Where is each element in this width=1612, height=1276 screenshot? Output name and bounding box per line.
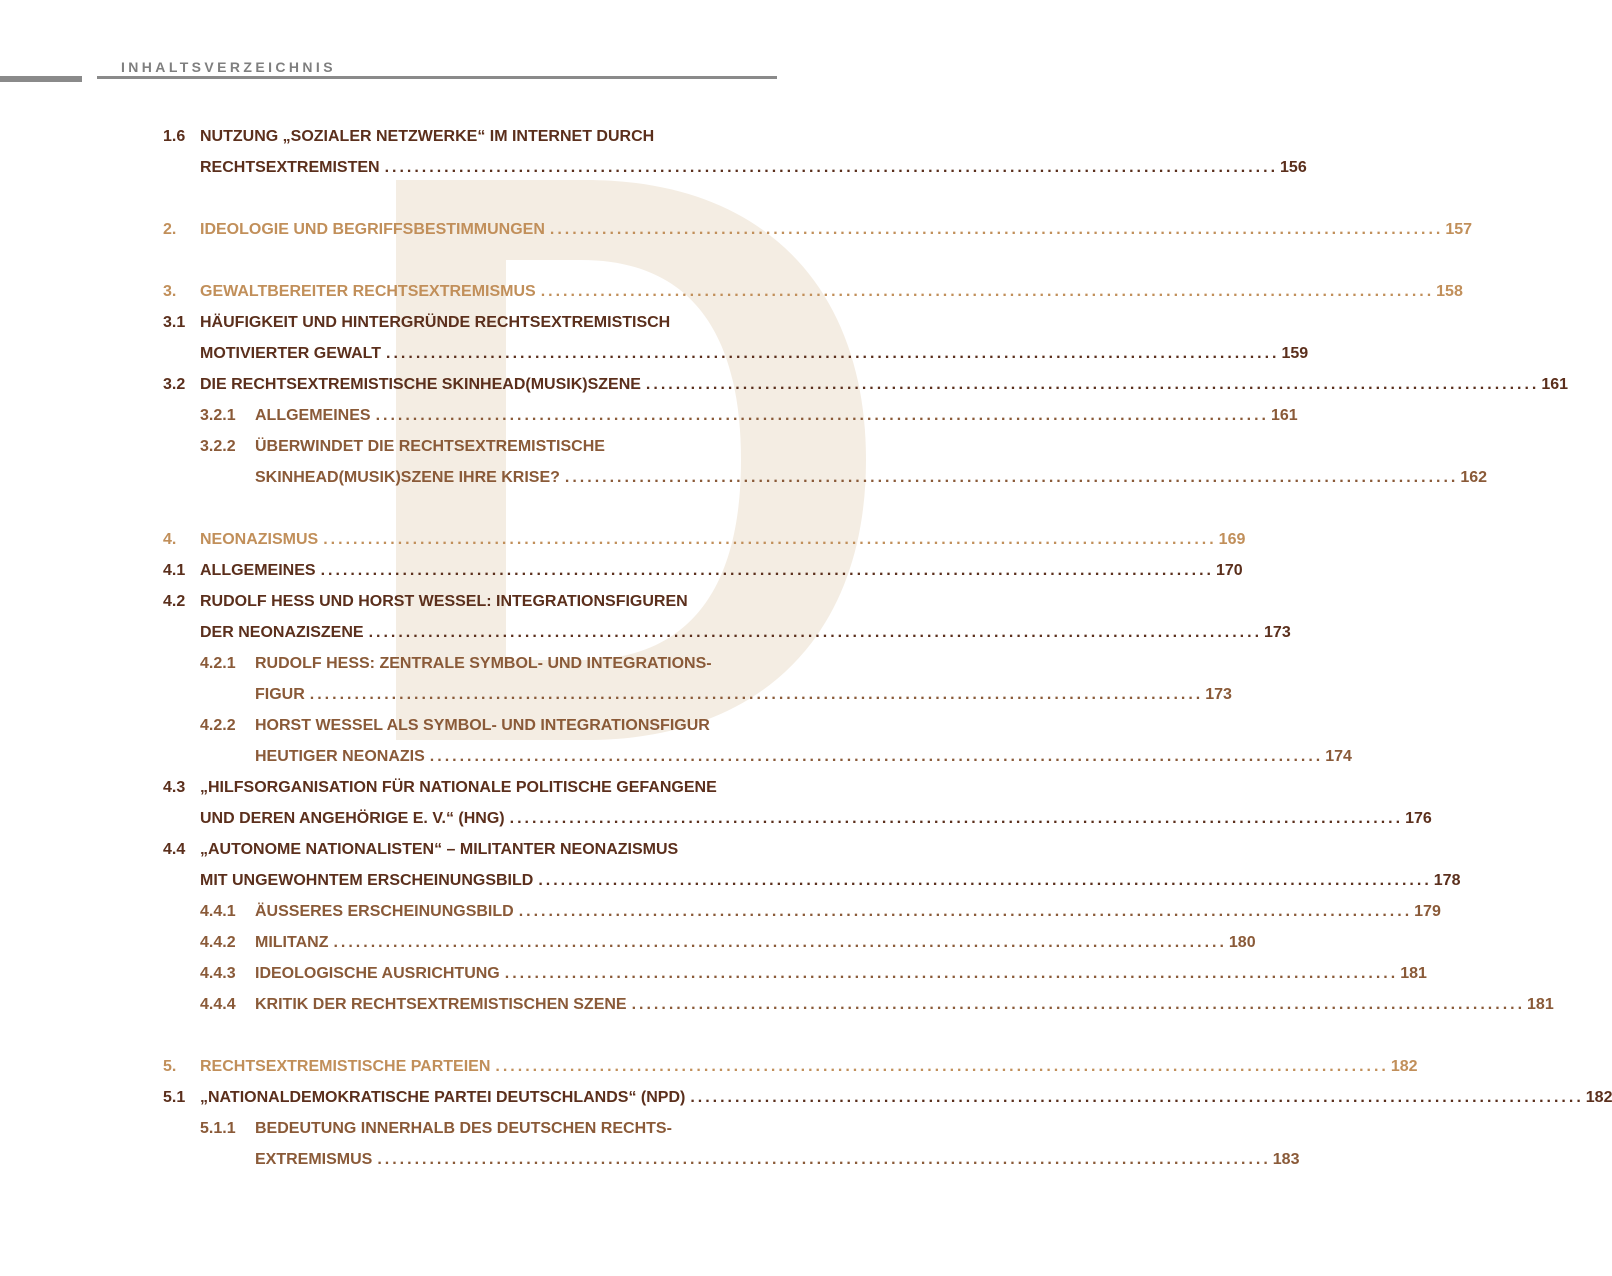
toc-entry-page: 162 — [1460, 469, 1488, 486]
toc-entry-number: 4.4 — [163, 841, 186, 858]
toc-entry-line[interactable] — [163, 125, 770, 149]
toc-entry-page: 176 — [1405, 810, 1432, 827]
toc-entry-number: 3. — [163, 283, 177, 300]
toc-entry-title: „NATIONALDEMOKRATISCHE PARTEI DEUTSCHLANDS“ (NPD) — [200, 1089, 686, 1106]
toc-dot-leader: ........................................................................................................................ — [429, 748, 1324, 765]
toc-entry-page: 159 — [1281, 345, 1309, 362]
toc-entry-page: 169 — [1218, 531, 1246, 548]
toc-entry-line[interactable] — [163, 962, 1427, 986]
toc-entry-number: 4.2.1 — [200, 655, 236, 672]
toc-entry-title: MIT UNGEWOHNTEM ERSCHEINUNGSBILD — [200, 872, 534, 889]
toc-dot-leader: ........................................................................................................................ — [540, 283, 1435, 300]
toc-entry-number: 3.2.1 — [200, 407, 236, 424]
toc-entry-page: 179 — [1414, 903, 1441, 920]
toc-dot-leader: ........................................................................................................................ — [690, 1089, 1584, 1106]
toc-entry-number: 3.2 — [163, 376, 186, 393]
toc-dot-leader: ........................................................................................................................ — [645, 376, 1540, 393]
toc-entry-page: 170 — [1216, 562, 1243, 579]
toc-dot-leader: ........................................................................................................................ — [564, 469, 1459, 486]
toc-dot-leader: ........................................................................................................................ — [309, 686, 1204, 703]
toc-entry-line[interactable] — [163, 807, 1432, 831]
toc-entry-number: 5.1 — [163, 1089, 186, 1106]
toc-entry-line[interactable] — [163, 869, 1461, 893]
toc-entry-title: ALLGEMEINES — [200, 562, 316, 579]
toc-entry-title: MILITANZ — [255, 934, 329, 951]
toc-entry-line[interactable] — [163, 280, 1463, 304]
toc-entry-page: 180 — [1228, 934, 1256, 951]
toc-entry-number: 3.1 — [163, 314, 186, 331]
toc-dot-leader: ........................................................................................................................ — [538, 872, 1432, 889]
toc-dot-leader: ........................................................................................................................ — [509, 810, 1404, 827]
toc-entry-page: 174 — [1325, 748, 1352, 765]
toc-entry-line[interactable] — [163, 466, 1488, 490]
toc-entry-title: UND DEREN ANGEHÖRIGE E. V.“ (HNG) — [200, 810, 505, 827]
toc-entry-title: HÄUFIGKEIT UND HINTERGRÜNDE RECHTSEXTREMISTISCH — [200, 314, 671, 331]
toc-entry-line[interactable] — [163, 931, 1256, 955]
toc-entry-line[interactable] — [163, 373, 1569, 397]
toc-entry-page: 181 — [1527, 996, 1554, 1013]
toc-dot-leader: ........................................................................................................................ — [375, 407, 1269, 424]
toc-entry-title: GEWALTBEREITER RECHTSEXTREMISMUS — [200, 283, 536, 300]
toc-entry-line[interactable] — [163, 745, 1352, 769]
toc-entry-title: RECHTSEXTREMISTEN — [200, 159, 380, 176]
toc-entry-title: IDEOLOGIE UND BEGRIFFSBESTIMMUNGEN — [200, 221, 545, 238]
toc-entry-title: NUTZUNG „SOZIALER NETZWERKE“ IM INTERNET DURCH — [200, 128, 655, 145]
toc-entry-page: 178 — [1433, 872, 1461, 889]
toc-entry-line[interactable] — [163, 559, 1243, 583]
toc-entry-number: 4.2 — [163, 593, 186, 610]
toc-entry-line[interactable] — [163, 993, 1554, 1017]
toc-entry-title: ALLGEMEINES — [255, 407, 371, 424]
toc-entry-line[interactable] — [163, 404, 1298, 428]
toc-entry-page: 161 — [1271, 407, 1298, 424]
toc-dot-leader: ........................................................................................................................ — [377, 1151, 1271, 1168]
toc-entry-page: 157 — [1445, 221, 1473, 238]
toc-entry-title: FIGUR — [255, 686, 305, 703]
toc-dot-leader: ........................................................................................................................ — [384, 159, 1279, 176]
toc-entry-line[interactable] — [163, 218, 1473, 242]
toc-entry-title: IDEOLOGISCHE AUSRICHTUNG — [255, 965, 500, 982]
toc-entry-number: 2. — [163, 221, 177, 238]
toc-entry-page: 173 — [1264, 624, 1291, 641]
toc-entry-line[interactable] — [163, 590, 770, 614]
toc-entry-title: SKINHEAD(MUSIK)SZENE IHRE KRISE? — [255, 469, 560, 486]
toc-entry-title: MOTIVIERTER GEWALT — [200, 345, 382, 362]
toc-entry-line[interactable] — [163, 435, 770, 459]
toc-entry-line[interactable] — [163, 1117, 770, 1141]
toc-entry-page: 183 — [1272, 1151, 1300, 1168]
toc-entry-number: 4.1 — [163, 562, 186, 579]
toc-dot-leader: ........................................................................................................................ — [368, 624, 1263, 641]
toc-dot-leader: ........................................................................................................................ — [323, 531, 1217, 548]
toc-entry-number: 4.4.4 — [200, 996, 236, 1013]
toc-entry-line[interactable] — [163, 683, 1232, 707]
toc-entry-line[interactable] — [163, 621, 1291, 645]
toc-entry-line[interactable] — [163, 1086, 1612, 1110]
toc-entry-page: 161 — [1541, 376, 1569, 393]
toc-entry-title: BEDEUTUNG INNERHALB DES DEUTSCHEN RECHTS- — [255, 1120, 672, 1137]
header-title: INHALTSVERZEICHNIS — [121, 59, 336, 75]
toc-entry-page: 182 — [1390, 1058, 1418, 1075]
toc-entry-number: 4.4.1 — [200, 903, 236, 920]
toc-entry-number: 4.3 — [163, 779, 186, 796]
toc-entry-line[interactable] — [163, 311, 770, 335]
toc-dot-leader: ........................................................................................................................ — [386, 345, 1280, 362]
toc-dot-leader: ........................................................................................................................ — [495, 1058, 1389, 1075]
toc-entry-title: RUDOLF HESS UND HORST WESSEL: INTEGRATIONSFIGUREN — [200, 593, 688, 610]
toc-entry-title: EXTREMISMUS — [255, 1151, 373, 1168]
toc-entry-title: HEUTIGER NEONAZIS — [255, 748, 425, 765]
toc-entry-number: 4.4.2 — [200, 934, 236, 951]
toc-dot-leader: ........................................................................................................................ — [504, 965, 1399, 982]
header-rule-left — [0, 76, 82, 82]
toc-entry-line[interactable] — [163, 652, 770, 676]
toc-dot-leader: ........................................................................................................................ — [631, 996, 1526, 1013]
toc-dot-leader: ........................................................................................................................ — [333, 934, 1227, 951]
toc-entry-page: 156 — [1280, 159, 1307, 176]
toc-entry-page: 181 — [1400, 965, 1427, 982]
toc-entry-title: „AUTONOME NATIONALISTEN“ – MILITANTER NEONAZISMUS — [200, 841, 679, 858]
toc-entry-line[interactable] — [163, 838, 770, 862]
toc-entry-title: NEONAZISMUS — [200, 531, 319, 548]
toc-entry-page: 158 — [1436, 283, 1463, 300]
toc-entry-number: 3.2.2 — [200, 438, 236, 455]
table-of-contents — [163, 0, 1612, 1276]
toc-entry-line[interactable] — [163, 156, 1307, 180]
toc-entry-number: 5. — [163, 1058, 177, 1075]
toc-entry-line[interactable] — [163, 1148, 1300, 1172]
toc-dot-leader: ........................................................................................................................ — [320, 562, 1214, 579]
toc-entry-line[interactable] — [163, 1055, 1418, 1079]
toc-entry-line[interactable] — [163, 900, 1441, 924]
toc-entry-title: HORST WESSEL ALS SYMBOL- UND INTEGRATIONSFIGUR — [255, 717, 710, 734]
toc-entry-number: 5.1.1 — [200, 1120, 236, 1137]
toc-entry-title: KRITIK DER RECHTSEXTREMISTISCHEN SZENE — [255, 996, 627, 1013]
toc-entry-line[interactable] — [163, 342, 1309, 366]
toc-entry-title: ÜBERWINDET DIE RECHTSEXTREMISTISCHE — [255, 438, 605, 455]
toc-entry-line[interactable] — [163, 714, 770, 738]
toc-entry-title: RECHTSEXTREMISTISCHE PARTEIEN — [200, 1058, 491, 1075]
toc-entry-page: 182 — [1585, 1089, 1612, 1106]
toc-entry-title: DER NEONAZISZENE — [200, 624, 364, 641]
toc-dot-leader: ........................................................................................................................ — [549, 221, 1444, 238]
toc-entry-line[interactable] — [163, 528, 1246, 552]
toc-entry-number: 1.6 — [163, 128, 186, 145]
toc-entry-title: „HILFSORGANISATION FÜR NATIONALE POLITISCHE GEFANGENE — [200, 779, 717, 796]
toc-entry-title: DIE RECHTSEXTREMISTISCHE SKINHEAD(MUSIK)SZENE — [200, 376, 641, 393]
toc-entry-page: 173 — [1205, 686, 1232, 703]
toc-entry-number: 4.4.3 — [200, 965, 236, 982]
toc-entry-number: 4. — [163, 531, 177, 548]
toc-dot-leader: ........................................................................................................................ — [518, 903, 1413, 920]
toc-entry-title: RUDOLF HESS: ZENTRALE SYMBOL- UND INTEGRATIONS- — [255, 655, 712, 672]
toc-entry-title: ÄUSSERES ERSCHEINUNGSBILD — [255, 903, 514, 920]
toc-entry-line[interactable] — [163, 776, 770, 800]
toc-entry-number: 4.2.2 — [200, 717, 236, 734]
